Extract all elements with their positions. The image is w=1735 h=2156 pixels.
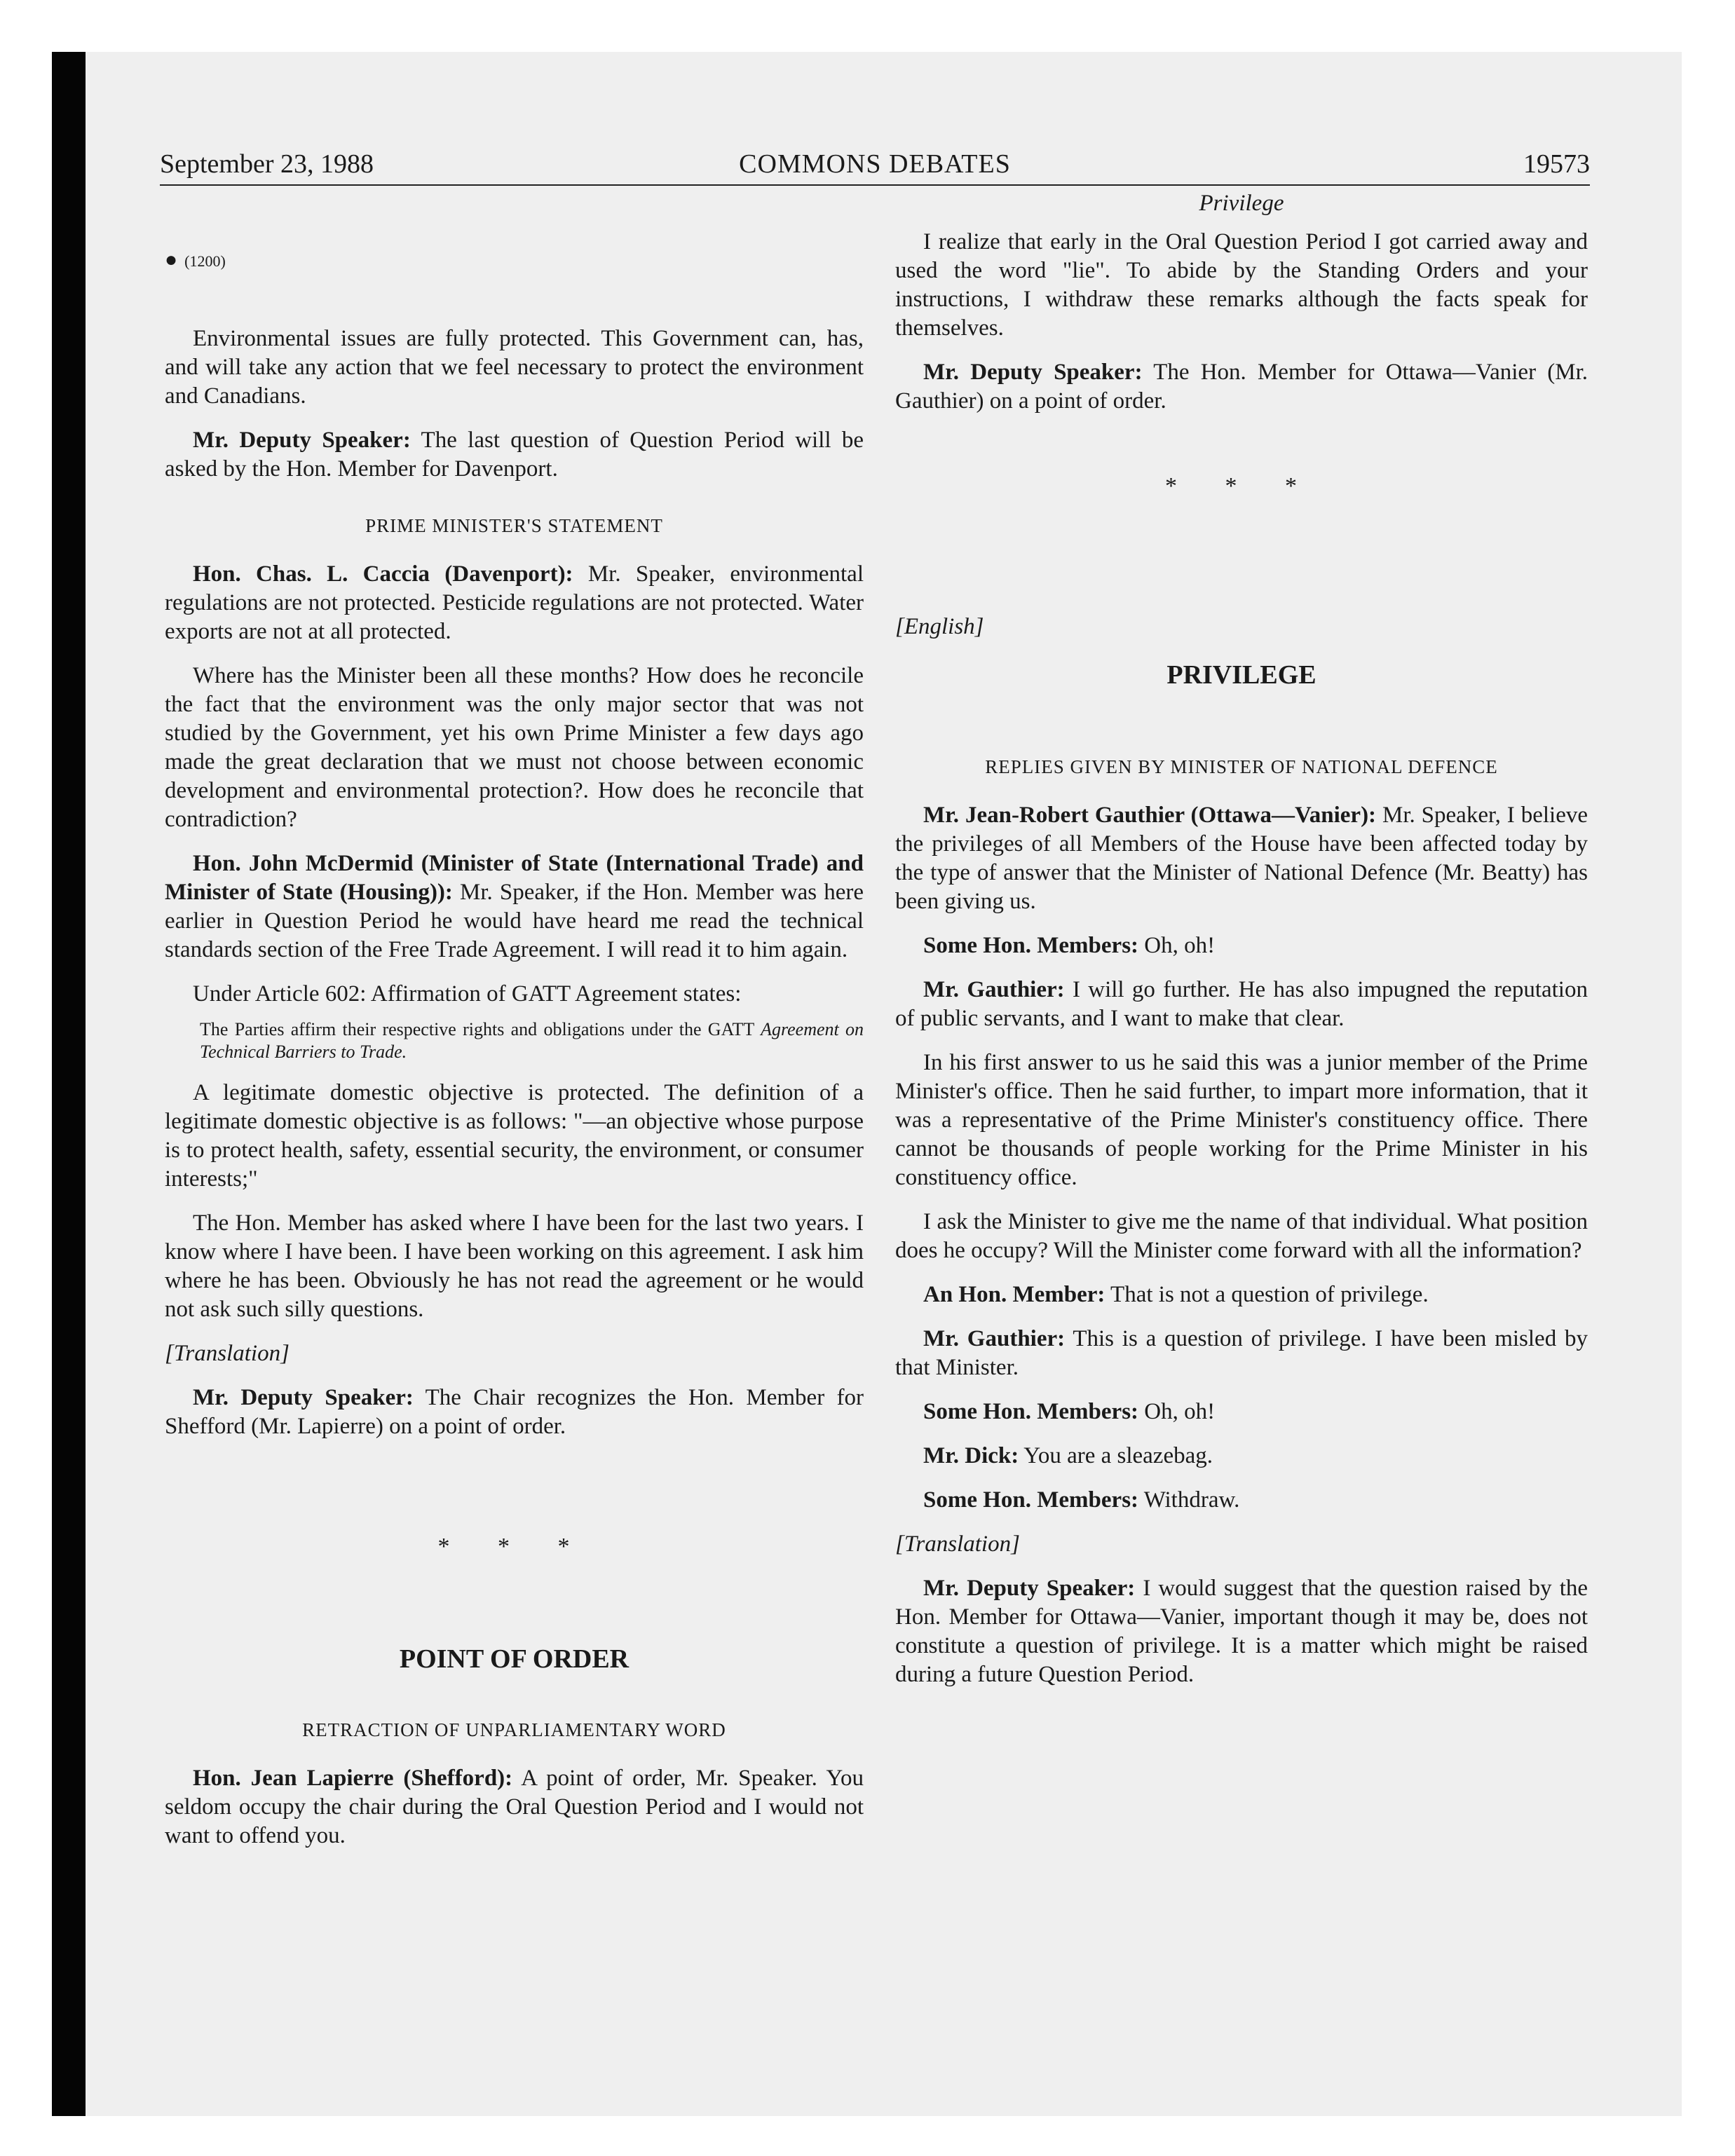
time-marker: ● (1200)	[165, 248, 226, 271]
header-title: COMMONS DEBATES	[739, 149, 1011, 179]
paragraph: A legitimate domestic objective is protected. The definition of a legitimate domestic objective is as follows: "—an objective whose purpose is to protect health, safety, essential security, the environment, or consumer interests;"	[165, 1080, 864, 1192]
speech-paragraph	[895, 1574, 1588, 1689]
speech-paragraph	[895, 1442, 1588, 1471]
speech-text: I would suggest that the question raised by the Hon. Member for Ottawa—Vanier, important though it may be, does not constitute a question of privilege. It is a matter which might be raised during a future Question Period.	[895, 1576, 1588, 1687]
speech-text: This is a question of privilege. I have been misled by that Minister.	[895, 1326, 1588, 1380]
speaker-name: Some Hon. Members:	[923, 1399, 1139, 1424]
header-page-number: 19573	[1523, 149, 1590, 179]
speaker-name: Mr. Deputy Speaker:	[923, 1576, 1136, 1601]
speech-text: Withdraw.	[1143, 1487, 1240, 1513]
speech-paragraph	[895, 932, 1588, 960]
speech-text: The Chair recognizes the Hon. Member for Shefford (Mr. Lapierre) on a point of order.	[165, 1385, 864, 1439]
speaker-name: Hon. Chas. L. Caccia (Davenport):	[193, 561, 573, 587]
speech-text: That is not a question of privilege.	[1110, 1282, 1429, 1307]
speaker-name: Hon. Jean Lapierre (Shefford):	[193, 1766, 513, 1791]
speaker-name: Some Hon. Members:	[923, 933, 1139, 958]
section-separator: * * *	[437, 1534, 591, 1560]
paragraph: Where has the Minister been all these months? How does he reconcile the fact that the environment was the only major sector that was not studied by the Government, yet his own Prime Minister a few days ago made the great declaration that we must not choose between economic development and environmental protection?. How does he reconcile that contradiction?	[165, 663, 864, 832]
subheading: RETRACTION OF UNPARLIAMENTARY WORD	[302, 1719, 726, 1740]
speech-paragraph	[165, 850, 864, 964]
speaker-name: Mr. Deputy Speaker:	[923, 360, 1143, 385]
speaker-name: Hon. John McDermid (Minister of State (International Trade) and Minister of State (Housing)):	[165, 851, 864, 905]
running-head: Privilege	[1199, 191, 1284, 216]
speech-text: Mr. Speaker, if the Hon. Member was here earlier in Question Period he would have heard me read the technical standards section of the Free Trade Agreement. I will read it to him again.	[165, 880, 864, 962]
speech-paragraph	[165, 426, 864, 484]
block-quote: The Parties affirm their respective rights and obligations under the GATT Agreement on Technical Barriers to Trade.	[200, 1019, 864, 1062]
language-marker: [English]	[895, 614, 984, 639]
subheading: PRIME MINISTER'S STATEMENT	[365, 515, 663, 536]
bullet-icon: ●	[165, 248, 178, 271]
speaker-name: An Hon. Member:	[923, 1282, 1105, 1307]
speaker-name: Mr. Jean-Robert Gauthier (Ottawa—Vanier):	[923, 803, 1377, 828]
paragraph: In his first answer to us he said this was a junior member of the Prime Minister's office. Then he said further, to impart more information, that it was a representative of the Prime Minister's constituency office. There cannot be thousands of people working for the Prime Minister in his constituency office.	[895, 1050, 1588, 1190]
speaker-name: Mr. Deputy Speaker:	[193, 428, 411, 453]
scan-edge-shadow	[52, 52, 86, 2116]
speech-paragraph	[165, 1384, 864, 1441]
speaker-name: Mr. Dick:	[923, 1443, 1019, 1468]
speech-text: The Hon. Member for Ottawa—Vanier (Mr. Gauthier) on a point of order.	[895, 360, 1588, 414]
section-separator: * * *	[1165, 473, 1318, 499]
section-heading: PRIVILEGE	[1166, 660, 1316, 690]
paragraph: I realize that early in the Oral Question Period I got carried away and used the word "lie". To abide by the Standing Orders and your instructions, I withdraw these remarks although the facts speak for themselves.	[895, 229, 1588, 341]
paragraph: Under Article 602: Affirmation of GATT Agreement states:	[193, 981, 742, 1007]
language-marker: [Translation]	[895, 1531, 1020, 1557]
speech-text: You are a sleazebag.	[1023, 1443, 1213, 1468]
paragraph: I ask the Minister to give me the name of that individual. What position does he occupy? Will the Minister come forward with all the information?	[895, 1209, 1588, 1263]
speech-paragraph	[895, 1281, 1588, 1309]
speaker-name: Mr. Deputy Speaker:	[193, 1385, 414, 1410]
speech-text: Oh, oh!	[1144, 933, 1216, 958]
speech-paragraph	[895, 1486, 1588, 1515]
speech-text: Mr. Speaker, I believe the privileges of all Members of the House have been affected today by the type of answer that the Minister of National Defence (Mr. Beatty) has been giving us.	[895, 803, 1588, 914]
speech-text: Oh, oh!	[1144, 1399, 1216, 1424]
speech-paragraph	[165, 1764, 864, 1850]
speech-paragraph	[895, 801, 1588, 916]
speech-text: The last question of Question Period will be asked by the Hon. Member for Davenport.	[165, 428, 864, 482]
speaker-name: Some Hon. Members:	[923, 1487, 1139, 1513]
page-header	[160, 146, 1590, 186]
speech-text: Mr. Speaker, environmental regulations are not protected. Pesticide regulations are not protected. Water exports are not at all protected.	[165, 561, 864, 644]
speech-text: A point of order, Mr. Speaker. You seldom occupy the chair during the Oral Question Period and I would not want to offend you.	[165, 1766, 864, 1848]
speaker-name: Mr. Gauthier:	[923, 1326, 1066, 1351]
paragraph: Environmental issues are fully protected. This Government can, has, and will take any action that we feel necessary to protect the environment and Canadians.	[165, 326, 864, 409]
speech-paragraph	[165, 560, 864, 646]
section-heading: POINT OF ORDER	[399, 1644, 630, 1674]
speech-text: I will go further. He has also impugned the reputation of public servants, and I want to make that clear.	[895, 977, 1588, 1031]
speech-paragraph	[895, 1398, 1588, 1426]
language-marker: [Translation]	[165, 1341, 290, 1366]
right-column	[895, 189, 1588, 1705]
speech-paragraph	[895, 976, 1588, 1033]
left-column	[165, 189, 864, 1866]
paragraph: The Hon. Member has asked where I have been for the last two years. I know where I have been. I have been working on this agreement. I ask him where he has been. Obviously he has not read the agreement or he would not ask such silly questions.	[165, 1210, 864, 1322]
speech-paragraph	[895, 358, 1588, 416]
subheading: REPLIES GIVEN BY MINISTER OF NATIONAL DEFENCE	[985, 756, 1498, 777]
speech-paragraph	[895, 1325, 1588, 1382]
speaker-name: Mr. Gauthier:	[923, 977, 1065, 1002]
header-date: September 23, 1988	[160, 149, 374, 179]
